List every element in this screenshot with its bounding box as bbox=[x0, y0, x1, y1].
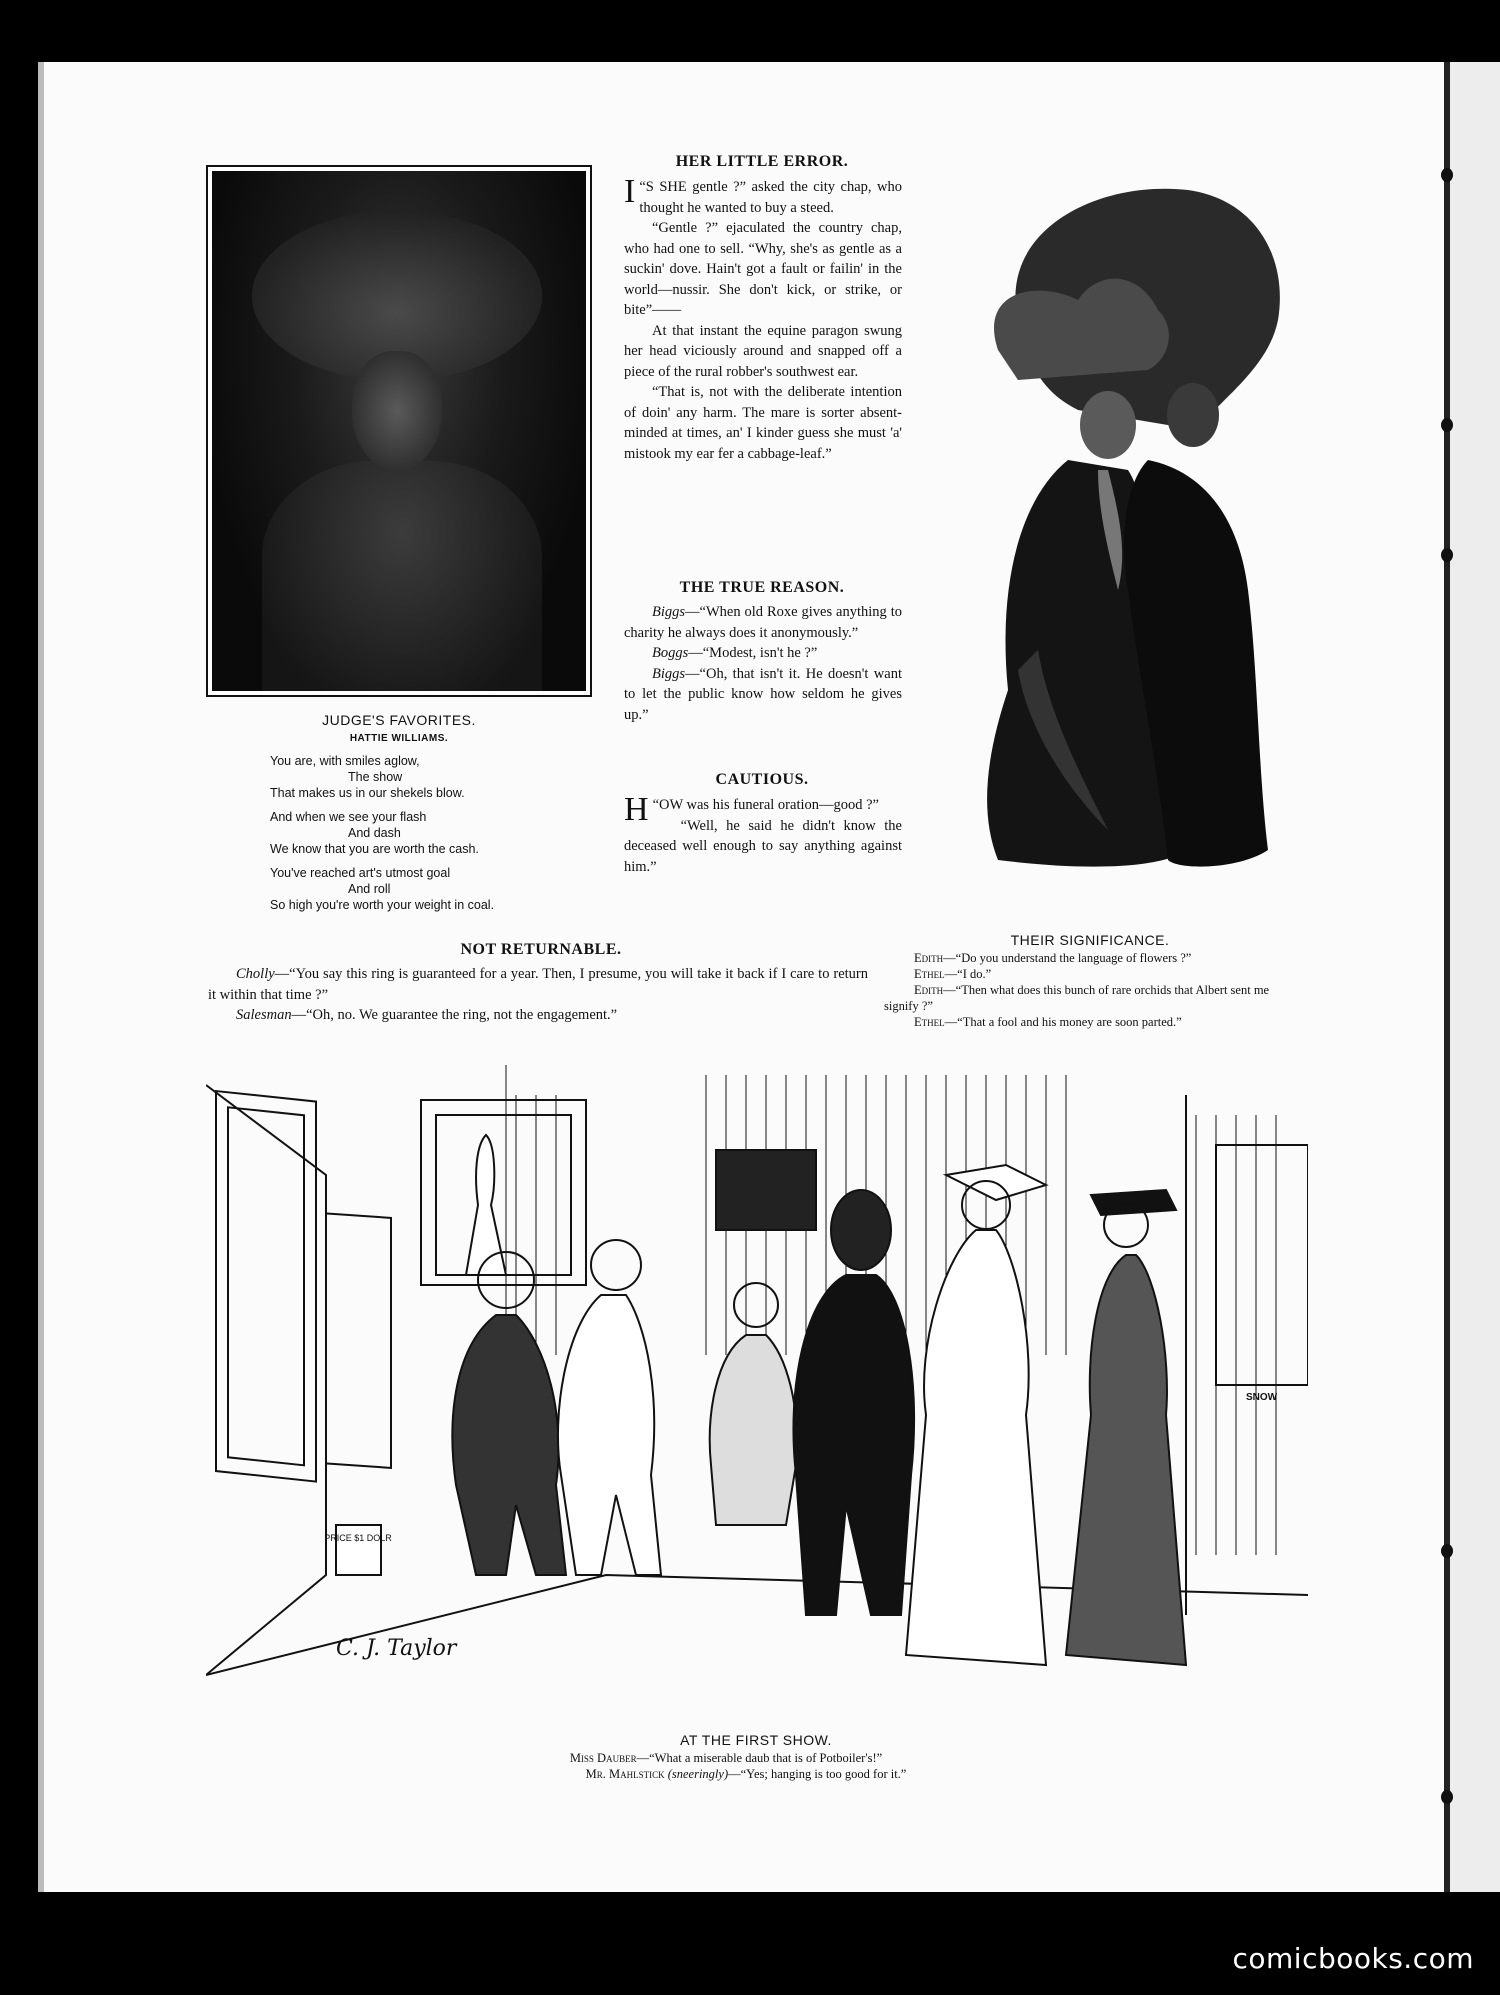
portrait-photo bbox=[206, 165, 592, 697]
open-quote: “ bbox=[652, 797, 659, 813]
story-paragraph: At that instant the equine paragon swung her head viciously around and snapped off a piece of the rural robber's southwest ear. bbox=[624, 322, 902, 380]
dialogue-text: —“What a miserable daub that is of Potboiler's!” bbox=[636, 1751, 883, 1765]
judges-favorites-title: JUDGE'S FAVORITES. bbox=[322, 712, 476, 728]
judges-favorites-poem bbox=[270, 753, 590, 921]
speaker-name: Ethel bbox=[914, 967, 945, 981]
portrait-image bbox=[212, 171, 586, 691]
dialogue-text: —“Oh, no. We guarantee the ring, not the engagement.” bbox=[291, 1007, 618, 1023]
first-show-dialogue bbox=[206, 1750, 1306, 1782]
speaker-name: Edith bbox=[914, 951, 944, 965]
price-placard-text: PRICE $1 DOLR bbox=[324, 1533, 392, 1543]
true-reason-story bbox=[624, 602, 902, 725]
not-returnable-title: NOT RETURNABLE. bbox=[460, 941, 622, 958]
artist-signature: C. J. Taylor bbox=[336, 1636, 457, 1661]
their-significance-dialogue bbox=[884, 950, 1304, 1030]
poem-stanza bbox=[270, 753, 590, 801]
speaker-name: Salesman bbox=[236, 1007, 292, 1023]
dialogue-text: —“Modest, isn't he ?” bbox=[688, 645, 818, 661]
poem-line: That makes us in our shekels blow. bbox=[270, 786, 465, 800]
poem-line: We know that you are worth the cash. bbox=[270, 842, 479, 856]
poem-line: And dash bbox=[348, 826, 401, 840]
binding-rivet bbox=[1441, 1544, 1453, 1558]
open-quote: “ bbox=[639, 179, 646, 195]
poem-stanza bbox=[270, 865, 590, 913]
dialogue-text: —“That a fool and his money are soon parted.” bbox=[944, 1015, 1182, 1029]
binding-rivet bbox=[1441, 548, 1453, 562]
cautious-story bbox=[624, 791, 902, 877]
poem-line: And when we see your flash bbox=[270, 810, 427, 824]
not-returnable-story bbox=[208, 964, 868, 1026]
true-reason-title: THE TRUE REASON. bbox=[679, 579, 845, 596]
dialogue-text: —“You say this ring is guaranteed for a year. Then, I presume, you will take it back if I care to return it within that time ?” bbox=[208, 966, 868, 1003]
speaker-name: Mr. Mahlstick bbox=[585, 1767, 665, 1781]
dialogue-text: —“Yes; hanging is too good for it.” bbox=[728, 1767, 907, 1781]
speaker-name: Ethel bbox=[914, 1015, 945, 1029]
two-women-illustration bbox=[958, 170, 1288, 910]
her-little-error-title: HER LITTLE ERROR. bbox=[675, 153, 849, 170]
art-gallery-illustration bbox=[206, 1055, 1308, 1720]
story-paragraph: OW was his funeral oration—good ?” bbox=[659, 797, 879, 813]
artist-mark-snow: SNOW bbox=[1246, 1392, 1278, 1403]
poem-line: So high you're worth your weight in coal. bbox=[270, 898, 495, 912]
poem-stanza bbox=[270, 809, 590, 857]
speaker-name: Edith bbox=[914, 983, 944, 997]
speaker-name: Biggs bbox=[652, 665, 686, 682]
drop-cap: H bbox=[624, 791, 649, 828]
dialogue-text: —“Oh, that isn't it. He doesn't want to let the public know how seldom he gives up.” bbox=[624, 665, 902, 723]
binding-rivet bbox=[1441, 418, 1453, 432]
speaker-name: Biggs bbox=[652, 604, 686, 620]
story-paragraph: S SHE gentle ?” asked the city chap, who thought he wanted to buy a steed. bbox=[639, 179, 902, 216]
poem-line: You are, with smiles aglow, bbox=[270, 754, 420, 768]
poem-line: And roll bbox=[348, 882, 391, 896]
binding-rivet bbox=[1441, 1790, 1453, 1804]
speaker-name: Cholly bbox=[236, 966, 275, 982]
story-paragraph: “Gentle ?” ejaculated the country chap, who had one to sell. “Why, she's as gentle as a suckin' dove. Hain't got a fault or failin' in the world—nussir. She don't kick, or strike, or bite”—— bbox=[624, 220, 902, 318]
speaker-name: Miss Dauber bbox=[569, 1751, 637, 1765]
binding-rivet bbox=[1441, 168, 1453, 182]
her-little-error-story bbox=[624, 173, 902, 464]
site-watermark: comicbooks.com bbox=[1232, 1942, 1474, 1975]
facing-page-edge bbox=[1450, 62, 1500, 1892]
first-show-title: AT THE FIRST SHOW. bbox=[680, 1732, 832, 1748]
story-paragraph: “That is, not with the deliberate intention of doin' any harm. The mare is sorter absent-minded at times, an' I kinder guess she must 'a' mistook my ear fer a cabbage-leaf.” bbox=[624, 384, 902, 462]
their-significance-title: THEIR SIGNIFICANCE. bbox=[1010, 932, 1170, 948]
dialogue-text: —“Do you understand the language of flowers ?” bbox=[943, 951, 1192, 965]
dialogue-text: —“Then what does this bunch of rare orchids that Albert sent me signify ?” bbox=[884, 983, 1270, 1013]
poem-line: You've reached art's utmost goal bbox=[270, 866, 451, 880]
dialogue-text: —“When old Roxe gives anything to charity he always does it anonymously.” bbox=[624, 604, 902, 641]
stage-direction: (sneeringly) bbox=[667, 1767, 729, 1781]
drop-cap: I bbox=[624, 173, 636, 210]
poem-line: The show bbox=[348, 770, 403, 784]
dialogue-text: —“I do.” bbox=[944, 967, 992, 981]
speaker-name: Boggs bbox=[652, 645, 689, 661]
judges-favorites-subtitle: HATTIE WILLIAMS. bbox=[349, 733, 449, 744]
cautious-title: CAUTIOUS. bbox=[715, 771, 809, 788]
story-paragraph: “Well, he said he didn't know the deceased well enough to say anything against him.” bbox=[624, 817, 902, 875]
